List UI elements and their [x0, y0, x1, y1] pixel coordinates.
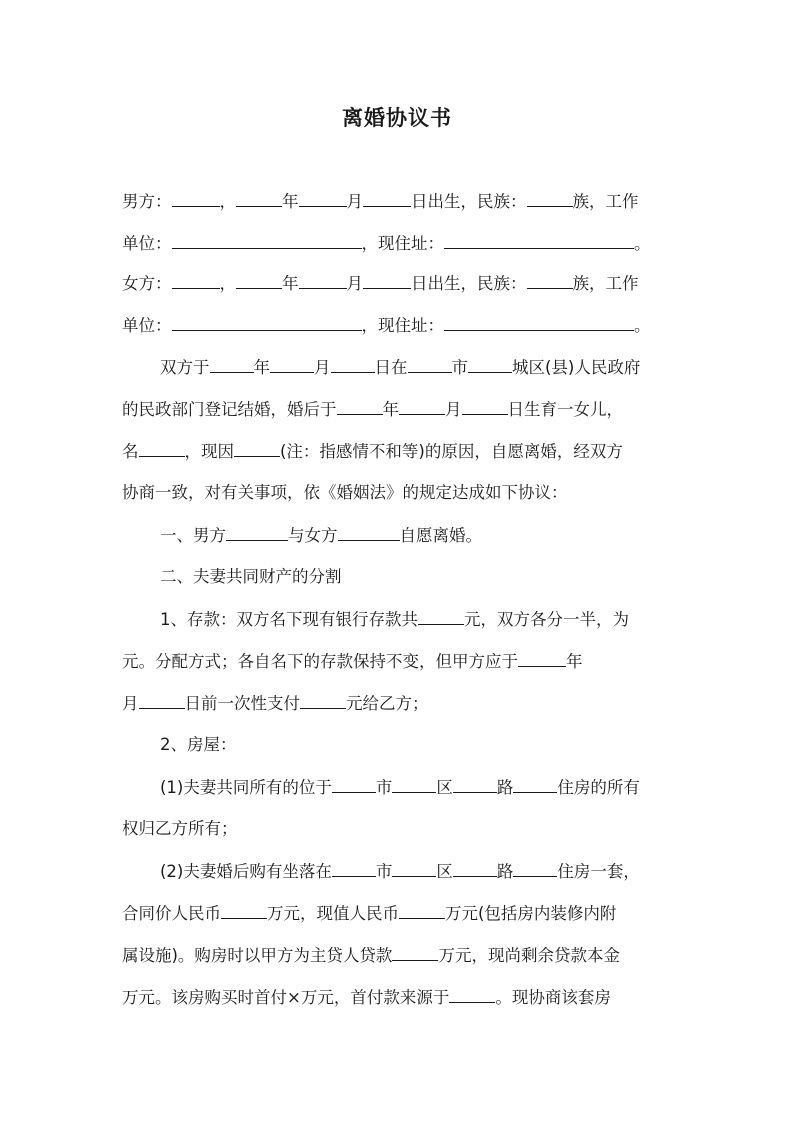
fill-blank[interactable]: [363, 272, 411, 289]
fill-blank[interactable]: [139, 692, 185, 709]
fill-blank[interactable]: [234, 440, 280, 457]
text-line: 的民政部门登记结婚，婚后于 年 月 日生育一女儿，: [122, 400, 623, 419]
text-line: 合同价人民币 万元，现值人民币 万元(包括房内装修内附: [122, 904, 617, 923]
fill-blank[interactable]: [462, 398, 508, 415]
text-line: 1、存款：双方名下现有银行存款共 元，双方各分一半，为: [160, 610, 629, 629]
text-line: 协商一致，对有关事项，依《婚姻法》的规定达成如下协议：: [122, 483, 568, 502]
fill-blank[interactable]: [299, 190, 347, 207]
fill-blank[interactable]: [172, 272, 220, 289]
section-heading: 二、夫妻共同财产的分割: [160, 567, 342, 586]
fill-blank[interactable]: [518, 650, 566, 667]
fill-blank[interactable]: [236, 190, 282, 207]
text-line: 单位： ，现住址： 。: [122, 234, 651, 253]
text-line: 万元。该房购买时首付×万元，首付款来源于 。现协商该套房: [122, 988, 611, 1007]
fill-blank[interactable]: [332, 860, 376, 877]
document-title: 离婚协议书: [342, 105, 452, 130]
fill-blank[interactable]: [221, 902, 267, 919]
fill-blank[interactable]: [513, 860, 557, 877]
text-line: (2)夫妻婚后购有坐落在 市 区 路 住房一套，: [160, 862, 640, 881]
fill-blank[interactable]: [453, 776, 497, 793]
fill-blank[interactable]: [468, 356, 512, 373]
fill-blank[interactable]: [332, 776, 376, 793]
fill-blank[interactable]: [363, 190, 411, 207]
fill-blank[interactable]: [236, 272, 282, 289]
fill-blank[interactable]: [210, 356, 254, 373]
fill-blank[interactable]: [299, 272, 347, 289]
text-line: 元。分配方式；各自名下的存款保持不变，但甲方应于 年: [122, 652, 583, 671]
fill-blank[interactable]: [392, 776, 436, 793]
text-line: 女方： ， 年 月 日出生，民族： 族，工作: [122, 274, 639, 293]
fill-blank[interactable]: [444, 314, 634, 331]
fill-blank[interactable]: [392, 860, 436, 877]
fill-blank[interactable]: [270, 356, 314, 373]
fill-blank[interactable]: [444, 232, 634, 249]
text-line: 一、男方 与女方 自愿离婚。: [160, 526, 482, 545]
section-heading: 2、房屋：: [160, 735, 237, 754]
text-line: 属设施)。购房时以甲方为主贷人贷款 万元，现尚剩余贷款本金: [122, 946, 620, 965]
fill-blank[interactable]: [513, 776, 557, 793]
fill-blank[interactable]: [337, 398, 383, 415]
fill-blank[interactable]: [331, 356, 375, 373]
fill-blank[interactable]: [399, 398, 445, 415]
fill-blank[interactable]: [418, 608, 464, 625]
fill-blank[interactable]: [172, 190, 220, 207]
fill-blank[interactable]: [172, 232, 362, 249]
fill-blank[interactable]: [399, 902, 445, 919]
text-line: 单位： ，现住址： 。: [122, 316, 651, 335]
fill-blank[interactable]: [139, 440, 185, 457]
fill-blank[interactable]: [392, 944, 438, 961]
text-line: 男方： ， 年 月 日出生，民族： 族，工作: [122, 192, 639, 211]
text-line: 月 日前一次性支付 元给乙方；: [122, 694, 429, 713]
fill-blank[interactable]: [408, 356, 452, 373]
text-line: 权归乙方所有；: [122, 819, 238, 838]
fill-blank[interactable]: [172, 314, 362, 331]
fill-blank[interactable]: [527, 190, 573, 207]
fill-blank[interactable]: [527, 272, 573, 289]
fill-blank[interactable]: [453, 860, 497, 877]
text-line: (1)夫妻共同所有的位于 市 区 路 住房的所有: [160, 778, 640, 797]
text-line: 名 ，现因 (注：指感情不和等)的原因，自愿离婚，经双方: [122, 442, 623, 461]
fill-blank[interactable]: [338, 524, 400, 541]
fill-blank[interactable]: [449, 986, 495, 1003]
fill-blank[interactable]: [300, 692, 346, 709]
text-line: 双方于 年 月 日在 市 城区(县)人民政府: [160, 358, 641, 377]
fill-blank[interactable]: [226, 524, 288, 541]
